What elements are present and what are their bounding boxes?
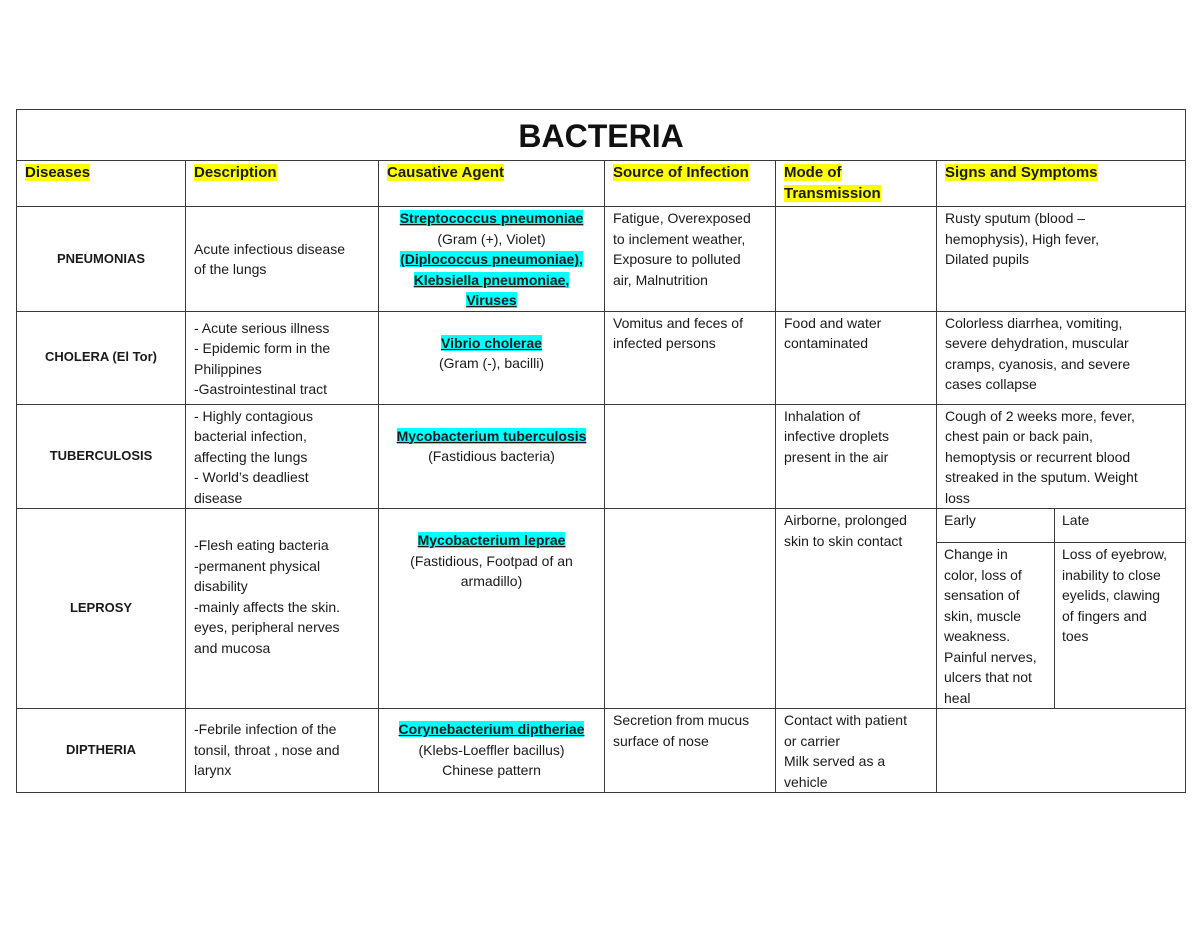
signs-cell: Cough of 2 weeks more, fever, chest pain or back pain, hemoptysis or recurrent blood streaked in the sputum. Weight loss (937, 404, 1186, 509)
description-cell: Acute infectious disease of the lungs (186, 207, 379, 312)
disease-name: TUBERCULOSIS (17, 404, 186, 509)
signs-early-cell: Change in color, loss of sensation of skin, muscle weakness. Painful nerves, ulcers that not heal (937, 543, 1055, 709)
header-causative-agent: Causative Agent (379, 161, 605, 207)
mode-cell: Airborne, prolonged skin to skin contact (776, 509, 937, 709)
signs-late-cell: Loss of eyebrow, inability to close eyelids, clawing of fingers and toes (1055, 543, 1186, 709)
signs-cell: Colorless diarrhea, vomiting, severe dehydration, muscular cramps, cyanosis, and severe cases collapse (937, 311, 1186, 404)
causative-agent-cell: Streptococcus pneumoniae (Gram (+), Violet) (Diplococcus pneumoniae), Klebsiella pneumoniae, Viruses (379, 207, 605, 312)
description-cell: - Highly contagious bacterial infection, affecting the lungs - World’s deadliest disease (186, 404, 379, 509)
disease-name: CHOLERA (El Tor) (17, 311, 186, 404)
header-description: Description (186, 161, 379, 207)
causative-agent-cell: Vibrio cholerae (Gram (-), bacilli) (379, 311, 605, 404)
header-diseases: Diseases (17, 161, 186, 207)
bacteria-table (16, 109, 1186, 793)
disease-name: DIPTHERIA (17, 709, 186, 793)
header-mode-of-transmission: Mode of Transmission (776, 161, 937, 207)
table-row (17, 311, 1186, 404)
signs-late-label: Late (1055, 509, 1186, 543)
source-cell (605, 404, 776, 509)
mode-cell: Inhalation of infective droplets present in the air (776, 404, 937, 509)
header-source-of-infection: Source of Infection (605, 161, 776, 207)
header-row (17, 161, 1186, 207)
description-cell: -Febrile infection of the tonsil, throat , nose and larynx (186, 709, 379, 793)
table-row (17, 404, 1186, 509)
mode-cell (776, 207, 937, 312)
causative-agent-cell: Corynebacterium diptheriae (Klebs-Loeffler bacillus) Chinese pattern (379, 709, 605, 793)
table-row (17, 207, 1186, 312)
title-row (17, 110, 1186, 161)
source-cell: Vomitus and feces of infected persons (605, 311, 776, 404)
source-cell: Secretion from mucus surface of nose (605, 709, 776, 793)
table-row (17, 509, 1186, 543)
source-cell: Fatigue, Overexposed to inclement weather, Exposure to polluted air, Malnutrition (605, 207, 776, 312)
causative-agent-cell: Mycobacterium leprae (Fastidious, Footpad of an armadillo) (379, 509, 605, 709)
signs-cell: Rusty sputum (blood – hemophysis), High fever, Dilated pupils (937, 207, 1186, 312)
mode-cell: Food and water contaminated (776, 311, 937, 404)
header-signs-and-symptoms: Signs and Symptoms (937, 161, 1186, 207)
signs-early-label: Early (937, 509, 1055, 543)
description-cell: - Acute serious illness - Epidemic form in the Philippines -Gastrointestinal tract (186, 311, 379, 404)
disease-name: LEPROSY (17, 509, 186, 709)
mode-cell: Contact with patient or carrier Milk served as a vehicle (776, 709, 937, 793)
description-cell: -Flesh eating bacteria -permanent physical disability -mainly affects the skin. eyes, peripheral nerves and mucosa (186, 509, 379, 709)
causative-agent-cell: Mycobacterium tuberculosis (Fastidious bacteria) (379, 404, 605, 509)
disease-name: PNEUMONIAS (17, 207, 186, 312)
signs-cell (937, 709, 1186, 793)
source-cell (605, 509, 776, 709)
table-title: BACTERIA (17, 110, 1186, 161)
table-row (17, 709, 1186, 793)
